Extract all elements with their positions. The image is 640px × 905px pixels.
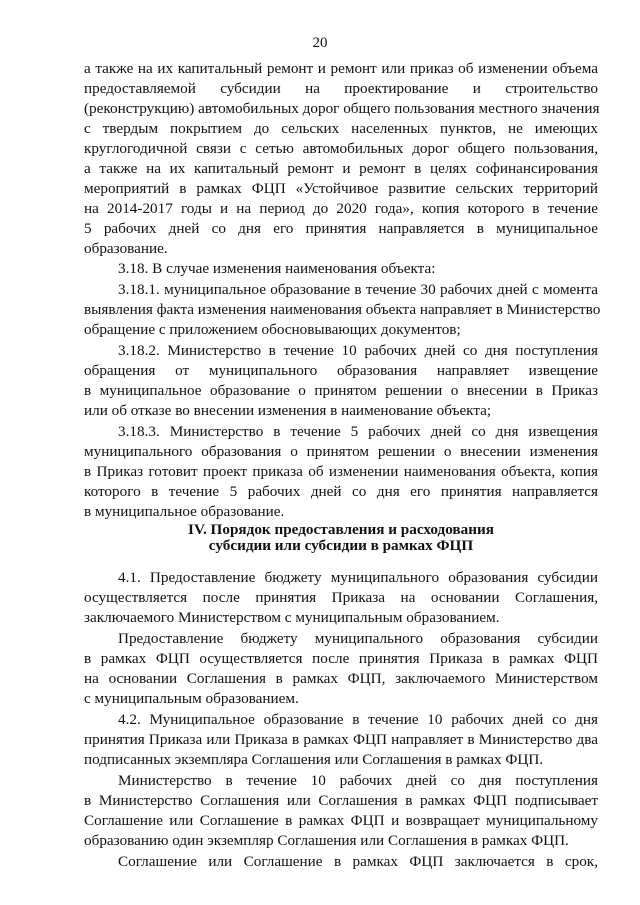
- text-line: в Министерство Соглашения или Соглашения в рамках ФЦП подписывает: [84, 792, 598, 809]
- text-line: а также на их капитальный ремонт и ремонт в целях софинансирования: [84, 160, 598, 177]
- text-line: мероприятий в рамках ФЦП «Устойчивое развитие сельских территорий: [84, 180, 598, 197]
- text-line: предоставляемой субсидии на проектирование и строительство: [84, 80, 598, 97]
- text-line: подписанных экземпляра Соглашения или Соглашения в рамках ФЦП.: [84, 751, 544, 768]
- text-line: а также на их капитальный ремонт и ремонт или приказ об изменении объема: [84, 60, 598, 77]
- clause-4-2: 4.2. Муниципальное образование в течение 10 рабочих дней со дня: [118, 711, 598, 728]
- text-line: в муниципальное образование о принятом решении о внесении в Приказ: [84, 382, 598, 399]
- clause-3-18-3: 3.18.3. Министерство в течение 5 рабочих дней со дня извещения: [118, 423, 598, 440]
- text-line: заключаемого Министерством с муниципальным образованием.: [84, 609, 500, 626]
- text-line: в муниципальное образование.: [84, 503, 285, 520]
- section-heading: IV. Порядок предоставления и расходования: [188, 521, 494, 538]
- clause-4-1: 4.1. Предоставление бюджету муниципального образования субсидии: [118, 569, 598, 586]
- paragraph-first-line: Предоставление бюджету муниципального образования субсидии: [118, 630, 598, 647]
- page-number: 20: [312, 35, 328, 51]
- text-line: (реконструкцию) автомобильных дорог общего пользования местного значения: [84, 100, 600, 117]
- text-line: выявления факта изменения наименования объекта направляет в Министерство: [84, 301, 601, 318]
- text-line: 5 рабочих дней со дня его принятия направляется в муниципальное: [84, 220, 598, 237]
- paragraph-first-line: Соглашение или Соглашение в рамках ФЦП заключается в срок,: [118, 853, 598, 870]
- text-line: принятия Приказа или Приказа в рамках ФЦП направляет в Министерство два: [84, 731, 598, 748]
- text-line: образованию один экземпляр Соглашения или Соглашения в рамках ФЦП.: [84, 832, 569, 849]
- text-line: в рамках ФЦП осуществляется после принятия Приказа в рамках ФЦП: [84, 650, 598, 667]
- text-line: на основании Соглашения в рамках ФЦП, заключаемого Министерством: [84, 670, 598, 687]
- clause-3-18: 3.18. В случае изменения наименования объекта:: [118, 260, 436, 277]
- text-line: в Приказ готовит проект приказа об изменении наименования объекта, копия: [84, 463, 598, 480]
- paragraph-first-line: Министерство в течение 10 рабочих дней со дня поступления: [118, 772, 598, 789]
- text-line: обращение с приложением обосновывающих документов;: [84, 321, 461, 338]
- text-line: муниципального образования о принятом решении о внесении изменения: [84, 443, 598, 460]
- text-line: с твердым покрытием до сельских населенных пунктов, не имеющих: [84, 120, 598, 137]
- clause-3-18-1: 3.18.1. муниципальное образование в течение 30 рабочих дней с момента: [118, 281, 598, 298]
- clause-3-18-2: 3.18.2. Министерство в течение 10 рабочих дней со дня поступления: [118, 342, 598, 359]
- section-heading: субсидии или субсидии в рамках ФЦП: [208, 537, 474, 554]
- text-line: которого в течение 5 рабочих дней со дня его принятия направляется: [84, 483, 598, 500]
- text-line: или об отказе во внесении изменения в наименование объекта;: [84, 402, 492, 419]
- text-line: с муниципальным образованием.: [84, 690, 299, 707]
- text-line: Соглашение или Соглашение в рамках ФЦП и возвращает муниципальному: [84, 812, 598, 829]
- text-line: осуществляется после принятия Приказа на основании Соглашения,: [84, 589, 598, 606]
- text-line: образование.: [84, 240, 168, 257]
- text-line: обращения от муниципального образования направляет извещение: [84, 362, 598, 379]
- text-line: на 2014-2017 годы и на период до 2020 года», копия которого в течение: [84, 200, 598, 217]
- text-line: круглогодичной связи с сетью автомобильных дорог общего пользования,: [84, 140, 598, 157]
